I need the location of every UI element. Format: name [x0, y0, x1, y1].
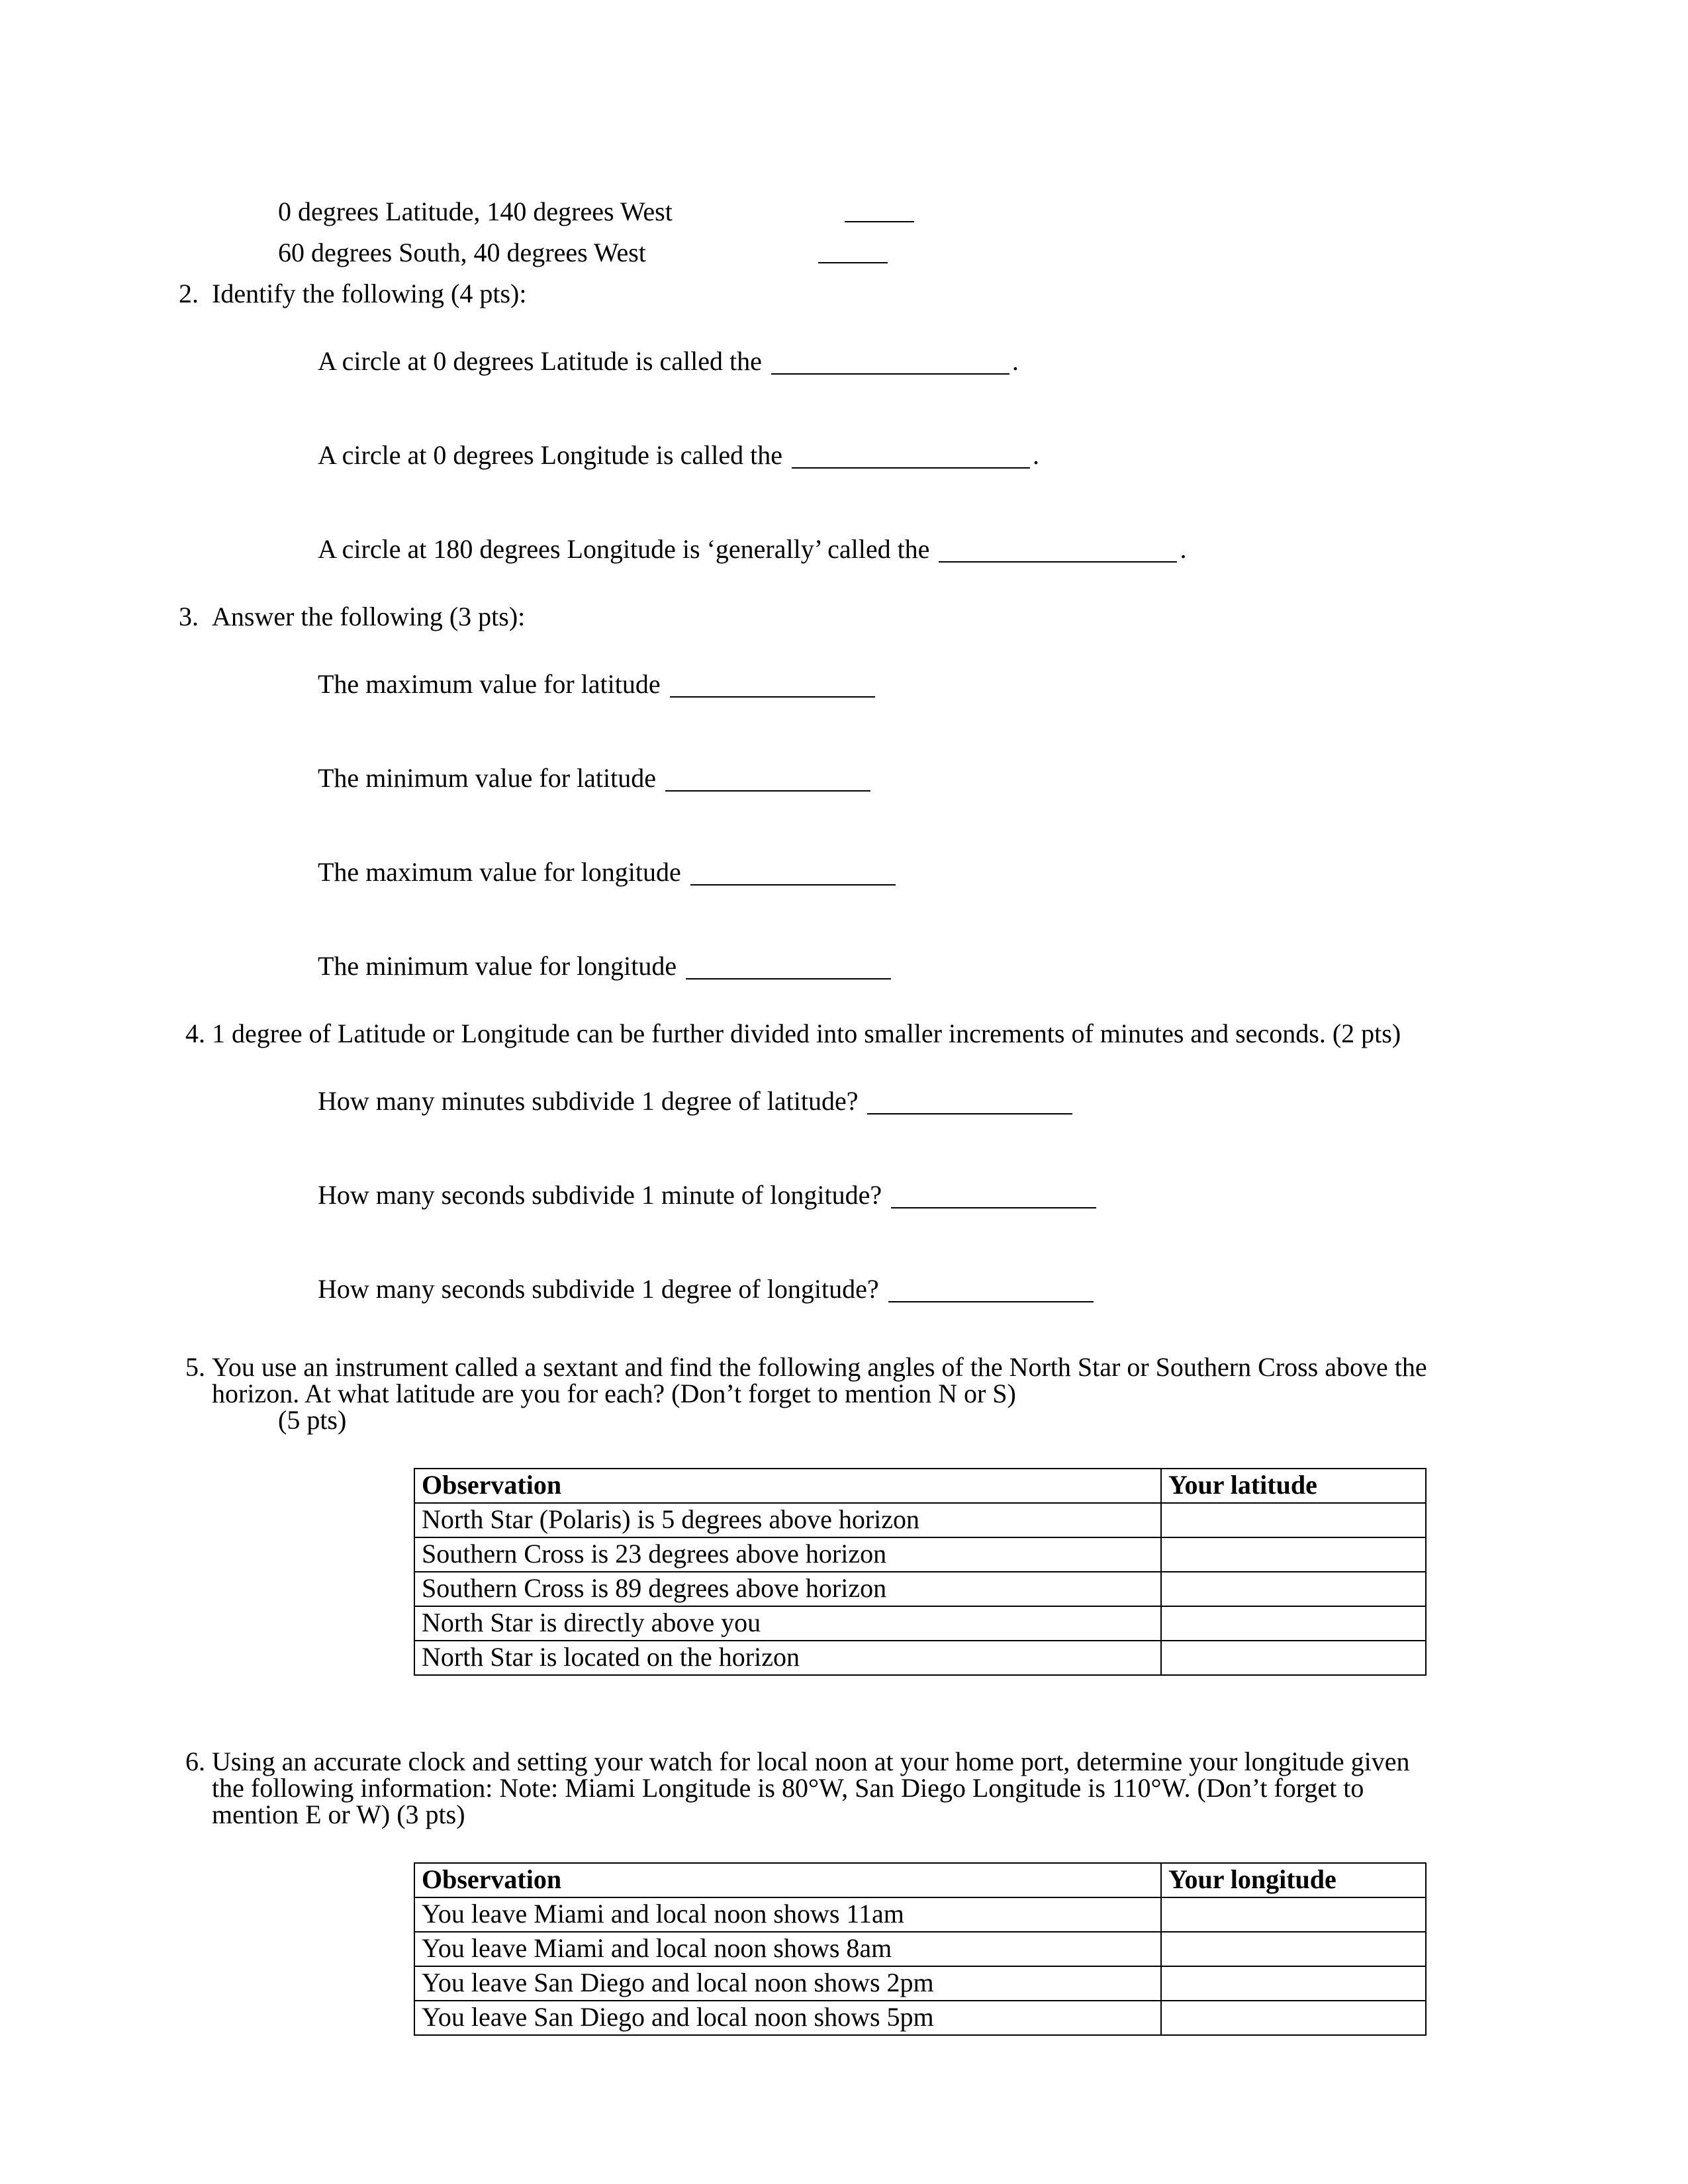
item-text: The maximum value for longitude	[318, 857, 688, 887]
item-text-after: .	[1011, 346, 1019, 376]
column-header-observation: Observation	[414, 1863, 1161, 1897]
table-row	[414, 1503, 1426, 1537]
table-row	[414, 1897, 1426, 1932]
answer-blank[interactable]	[939, 539, 1177, 563]
answer-cell[interactable]	[1161, 2001, 1426, 2035]
observation-cell: You leave Miami and local noon shows 8am	[414, 1932, 1161, 1966]
answer-blank[interactable]	[845, 199, 914, 222]
question-prompt: Identify the following (4 pts):	[212, 279, 527, 308]
column-header-answer: Your longitude	[1161, 1863, 1426, 1897]
question-2-item	[278, 322, 1556, 401]
question-4-item	[278, 1156, 1556, 1235]
item-text: A circle at 180 degrees Longitude is ‘generally’ called the	[318, 534, 937, 564]
question-2-item	[278, 510, 1556, 589]
table-header-row	[414, 1469, 1426, 1503]
answer-blank[interactable]	[670, 674, 875, 698]
question-number: 5.	[185, 1352, 205, 1382]
question-text: 1 degree of Latitude or Longitude can be further divided into smaller increments of minutes and seconds. (2 pts)	[212, 1019, 1401, 1048]
item-text: A circle at 0 degrees Latitude is called the	[318, 346, 769, 376]
question-2-heading	[113, 281, 1556, 307]
answer-blank[interactable]	[867, 1091, 1072, 1115]
answer-blank[interactable]	[771, 351, 1009, 375]
answer-cell[interactable]	[1161, 1572, 1426, 1606]
item-text: The maximum value for latitude	[318, 669, 667, 699]
observation-cell: North Star is directly above you	[414, 1606, 1161, 1641]
question-3-item	[278, 645, 1556, 724]
coordinate-text: 60 degrees South, 40 degrees West	[278, 238, 646, 267]
table-row	[414, 1641, 1426, 1675]
answer-cell[interactable]	[1161, 1537, 1426, 1572]
answer-cell[interactable]	[1161, 1966, 1426, 2001]
question-number: 6.	[185, 1747, 205, 1776]
table-row	[414, 1932, 1426, 1966]
document-body	[113, 199, 1556, 2036]
observation-cell: Southern Cross is 89 degrees above horizon	[414, 1572, 1161, 1606]
column-header-observation: Observation	[414, 1469, 1161, 1503]
table-row	[414, 2001, 1426, 2035]
item-text: How many seconds subdivide 1 degree of longitude?	[318, 1274, 886, 1304]
answer-blank[interactable]	[686, 956, 891, 979]
observation-cell: North Star (Polaris) is 5 degrees above horizon	[414, 1503, 1161, 1537]
question-3-heading	[113, 604, 1556, 630]
observation-cell: You leave Miami and local noon shows 11am	[414, 1897, 1161, 1932]
table-row	[414, 1966, 1426, 2001]
question-4-item	[278, 1250, 1556, 1329]
item-text-after: .	[1180, 534, 1187, 564]
coordinate-text: 0 degrees Latitude, 140 degrees West	[278, 197, 673, 226]
answer-blank[interactable]	[891, 1185, 1096, 1208]
question-4-item	[278, 1062, 1556, 1141]
item-text: A circle at 0 degrees Longitude is called the	[318, 440, 789, 470]
item-text: How many minutes subdivide 1 degree of latitude?	[318, 1086, 865, 1116]
question-5-points: (5 pts)	[278, 1405, 347, 1435]
item-text: How many seconds subdivide 1 minute of longitude?	[318, 1180, 889, 1210]
table-header-row	[414, 1863, 1426, 1897]
table-row	[414, 1537, 1426, 1572]
question-text: Using an accurate clock and setting your watch for local noon at your home port, determine your longitude given the following information: Note: Miami Longitude is 80°W, San Diego Longitude is 110°W. (Don’t forget to mention E or W) (3 pts)	[212, 1747, 1410, 1829]
longitude-observation-table	[414, 1862, 1427, 2036]
answer-cell[interactable]	[1161, 1932, 1426, 1966]
answer-blank[interactable]	[792, 445, 1030, 469]
question-3-item	[278, 833, 1556, 912]
column-header-answer: Your latitude	[1161, 1469, 1426, 1503]
table-row	[414, 1572, 1426, 1606]
answer-blank[interactable]	[888, 1279, 1094, 1302]
answer-cell[interactable]	[1161, 1606, 1426, 1641]
question-5-heading	[113, 1354, 1556, 1433]
question-number: 2.	[179, 279, 199, 308]
table-row	[414, 1606, 1426, 1641]
coordinate-line	[278, 240, 1556, 266]
item-text: The minimum value for longitude	[318, 951, 684, 981]
answer-cell[interactable]	[1161, 1897, 1426, 1932]
observation-cell: You leave San Diego and local noon shows 5pm	[414, 2001, 1161, 2035]
answer-blank[interactable]	[665, 768, 870, 792]
coordinate-line	[278, 199, 1556, 225]
question-prompt: Answer the following (3 pts):	[212, 602, 526, 631]
section-spacer	[113, 1676, 1556, 1749]
answer-cell[interactable]	[1161, 1503, 1426, 1537]
question-number: 4.	[185, 1019, 205, 1048]
question-text: You use an instrument called a sextant and find the following angles of the North Star or Southern Cross above the horizon. At what latitude are you for each? (Don’t forget to mention N or S)	[212, 1352, 1427, 1408]
question-3-item	[278, 739, 1556, 818]
question-4-heading	[113, 1021, 1556, 1047]
answer-cell[interactable]	[1161, 1641, 1426, 1675]
question-3-item	[278, 927, 1556, 1006]
question-2-item	[278, 416, 1556, 495]
item-text-after: .	[1032, 440, 1039, 470]
item-text: The minimum value for latitude	[318, 763, 663, 793]
observation-cell: North Star is located on the horizon	[414, 1641, 1161, 1675]
observation-cell: Southern Cross is 23 degrees above horizon	[414, 1537, 1161, 1572]
answer-blank[interactable]	[690, 862, 896, 886]
question-number: 3.	[179, 602, 199, 631]
question-6-heading	[113, 1749, 1556, 1828]
observation-cell: You leave San Diego and local noon shows 2pm	[414, 1966, 1161, 2001]
answer-blank[interactable]	[818, 240, 888, 263]
latitude-observation-table	[414, 1468, 1427, 1676]
